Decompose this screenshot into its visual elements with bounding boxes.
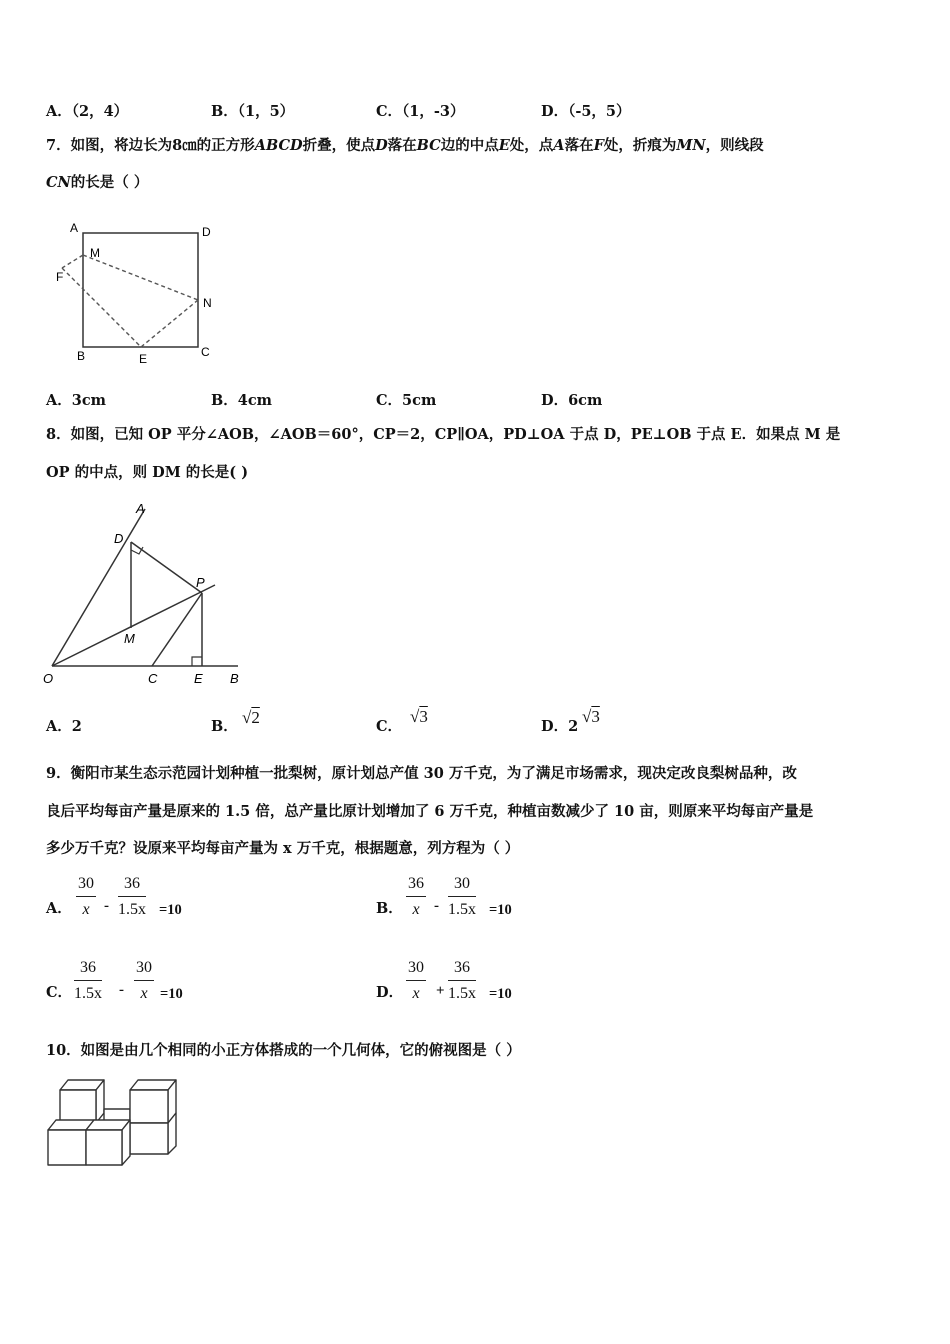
q7-label-f: F [56,270,64,284]
q9-option-c-label: C． [46,984,73,1001]
q9-option-c-operator: - [119,982,124,998]
q9-option-c-fraction2 [134,959,154,1002]
q7-label-n: N [203,296,212,310]
q9-option-a-fraction1 [76,875,96,918]
q7-option-a: A．3cm [46,392,107,409]
q7-option-b: B．4cm [211,392,273,409]
q9-option-d-den2: 1.5x [448,984,476,1002]
q9-option-d-num2: 36 [448,959,476,981]
q10-cube-tl-front [60,1090,96,1123]
q6-option-a: A．（2，4） [46,103,129,120]
q9-option-d-den1: x [412,984,420,1002]
q7-label-m: M [90,246,100,260]
q8-figure [40,498,250,690]
q9-option-a-den1: x [82,900,90,918]
q8-option-d-radicand: 3 [591,707,600,726]
q7-fold-mf [62,255,83,268]
q7-figure [50,218,230,368]
q6-option-b: B．（1，5） [211,103,295,120]
q9-option-c-num2: 30 [134,959,154,981]
q8-option-c-label: C． [376,718,403,735]
q9-option-c-rhs: =10 [160,986,183,1002]
q9-option-d-rhs: =10 [489,986,512,1002]
q8-label-e: E [194,671,203,686]
q8-right-angle-d [131,547,143,554]
q7-option-c: C．5cm [376,392,437,409]
q8-question-line1: 8．如图，已知 OP 平分∠AOB，∠AOB＝60°，CP＝2，CP∥OA，PD⊥OA 于点 D，PE⊥OB 于点 E．如果点 M 是 [46,426,841,443]
q9-question-line3: 多少万千克？设原来平均每亩产量为 x 万千克，根据题意，列方程为（ ） [46,840,520,857]
q7-question-line2: CN的长是（ ） [46,174,149,191]
q7-label-d: D [202,225,211,239]
q9-option-b-label: B． [376,900,403,917]
q7-square [83,233,198,347]
q9-option-d-label: D． [376,984,404,1001]
q9-option-c-fraction1 [74,959,102,1002]
q9-option-c-num1: 36 [74,959,102,981]
q9-option-a-num1: 30 [76,875,96,897]
q6-option-d: D．（-5，5） [541,103,631,120]
q9-option-c-den1: 1.5x [74,984,102,1002]
q8-option-c-sqrt: √3 [410,707,428,726]
q7-fold-en [141,300,198,347]
q9-option-b-num2: 30 [448,875,476,897]
q9-question-line1: 9．衡阳市某生态示范园计划种植一批梨树，原计划总产值 30 万千克，为了满足市场需求，现决定改良梨树品种，改 [46,765,797,782]
q8-label-d: D [114,531,124,546]
q8-option-d-sqrt: √3 [582,707,600,726]
q8-label-o: O [43,671,54,686]
q6-option-c: C．（1，-3） [376,103,465,120]
q9-option-a-label: A． [46,900,72,917]
q9-option-b-num1: 36 [406,875,426,897]
q10-cube-bm-front [86,1130,122,1165]
q7-label-b: B [77,349,86,363]
q9-option-c-den2: x [140,984,148,1002]
q10-cube-br-front [130,1123,168,1154]
q8-option-c-radicand: 3 [419,707,428,726]
q10-cube-bl-front [48,1130,86,1165]
q7-option-d: D．6cm [541,392,603,409]
q8-label-b: B [230,671,239,686]
q9-option-b-fraction2 [448,875,476,918]
q9-option-d-operator: + [436,983,445,999]
q8-option-b-sqrt: √2 [242,708,260,727]
q9-option-b-operator: - [434,898,439,914]
q9-option-b-fraction1 [406,875,426,918]
q7-fold-mn [83,255,198,300]
q9-option-b-rhs: =10 [489,902,512,918]
q8-option-a: A．2 [46,718,82,735]
q8-label-a: A [136,501,145,516]
q9-option-a-den2: 1.5x [118,900,146,918]
q7-label-e: E [139,352,148,366]
q9-option-a-operator: - [104,898,109,914]
q9-option-a-fraction2 [118,875,146,918]
q8-option-b-label: B． [211,718,238,735]
q7-label-c: C [201,345,210,359]
q8-question-line2: OP 的中点，则 DM 的长是( ) [46,464,249,481]
q7-label-a: A [70,221,79,235]
q9-option-a-rhs: =10 [159,902,182,918]
q8-label-m: M [124,631,135,646]
q7-fold-fe [62,268,141,347]
q9-option-d-fraction2 [448,959,476,1002]
q10-cube-figure [44,1076,180,1170]
q10-cube-tr-front [130,1090,168,1123]
q9-option-b-den1: x [412,900,420,918]
q8-label-p: P [196,575,205,590]
q9-option-b-den2: 1.5x [448,900,476,918]
q8-label-c: C [148,671,158,686]
q9-option-a-num2: 36 [118,875,146,897]
q8-option-b-radicand: 2 [251,708,260,727]
q8-right-angle-e [192,657,202,666]
q9-option-d-num1: 30 [406,959,426,981]
q8-option-d-label: D．2 [541,718,579,735]
q10-question-line1: 10．如图是由几个相同的小正方体搭成的一个几何体，它的俯视图是（ ） [46,1042,521,1059]
q9-question-line2: 良后平均每亩产量是原来的 1.5 倍，总产量比原计划增加了 6 万千克，种植亩数减少了 10 亩，则原来平均每亩产量是 [46,803,814,820]
q9-option-d-fraction1 [406,959,426,1002]
q7-question-line1: 7．如图，将边长为8㎝的正方形ABCD折叠，使点D落在BC边的中点E处，点A落在F处，折痕为MN，则线段 [46,137,764,154]
